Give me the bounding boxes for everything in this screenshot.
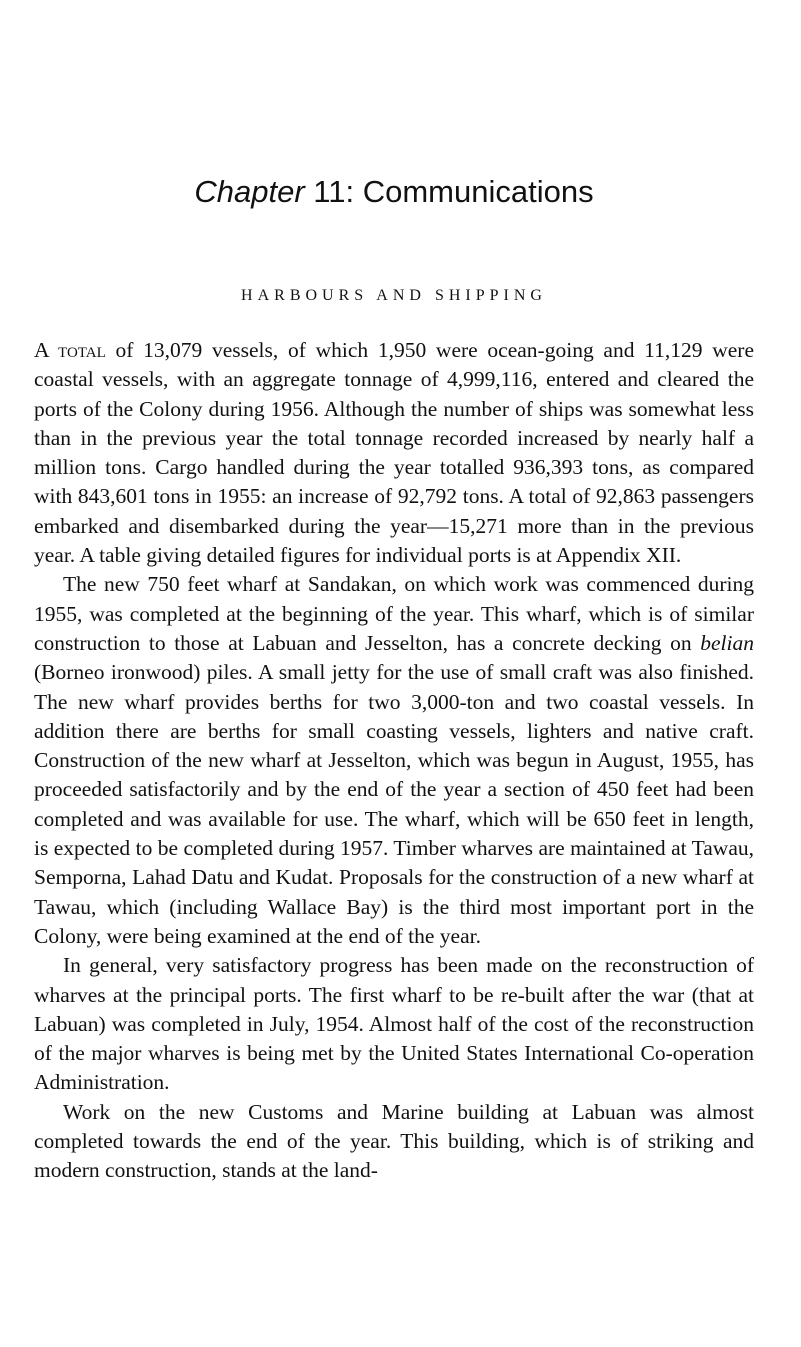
- chapter-number: 11: [313, 174, 346, 209]
- body-text: [34, 336, 754, 1186]
- italic-term: belian: [700, 630, 754, 655]
- chapter-name: Communications: [362, 174, 594, 209]
- paragraph-2: [34, 570, 754, 951]
- chapter-title: [34, 172, 754, 212]
- chapter-separator: :: [345, 174, 355, 209]
- paragraph-lead: A total: [34, 338, 106, 362]
- paragraph-3: In general, very satisfactory progress has been made on the reconstruction of wharves at the principal ports. The first wharf to be re-built after the war (that at Labuan) was completed in July, 1954. Almost half of the cost of the reconstruction of the major wharves is being met by the United States International Co-operation Administration.: [34, 953, 754, 1095]
- chapter-label: Chapter: [194, 174, 305, 209]
- section-heading: HARBOURS AND SHIPPING: [241, 287, 547, 304]
- paragraph-1-text: of 13,079 vessels, of which 1,950 were ocean-going and 11,129 were coastal vessels, with an aggregate tonnage of 4,999,116, entered and cleared the ports of the Colony during 1956. Although the number of ships was somewhat less than in the previous year the total tonnage recorded increased by nearly half a million tons. Cargo handled during the year totalled 936,393 tons, as compared with 843,601 tons in 1955: an increase of 92,792 tons. A total of 92,863 passengers embarked and disembarked during the year—15,271 more than in the previous year. A table giving detailed figures for individual ports is at Appendix XII.: [34, 338, 754, 568]
- document-page: [34, 0, 754, 1347]
- paragraph-4: Work on the new Customs and Marine building at Labuan was almost completed towards the end of the year. This building, which is of striking and modern construction, stands at the land-: [34, 1099, 754, 1183]
- paragraph-1: [34, 336, 754, 570]
- paragraph-2-text-a: The new 750 feet wharf at Sandakan, on which work was commenced during 1955, was completed at the beginning of the year. This wharf, which is of similar construction to those at Labuan and Jesselton, has a concrete decking on: [34, 572, 754, 655]
- paragraph-2-text-b: (Borneo ironwood) piles. A small jetty for the use of small craft was also finished. The new wharf provides berths for two 3,000-ton and two coastal vessels. In addition there are berths for small coasting vessels, lighters and native craft. Construction of the new wharf at Jesselton, which was begun in August, 1955, has proceeded satisfactorily and by the end of the year a section of 450 feet had been completed and was available for use. The wharf, which will be 650 feet in length, is expected to be completed during 1957. Timber wharves are maintained at Tawau, Semporna, Lahad Datu and Kudat. Proposals for the construction of a new wharf at Tawau, which (including Wallace Bay) is the third most important port in the Colony, were being examined at the end of the year.: [34, 660, 754, 948]
